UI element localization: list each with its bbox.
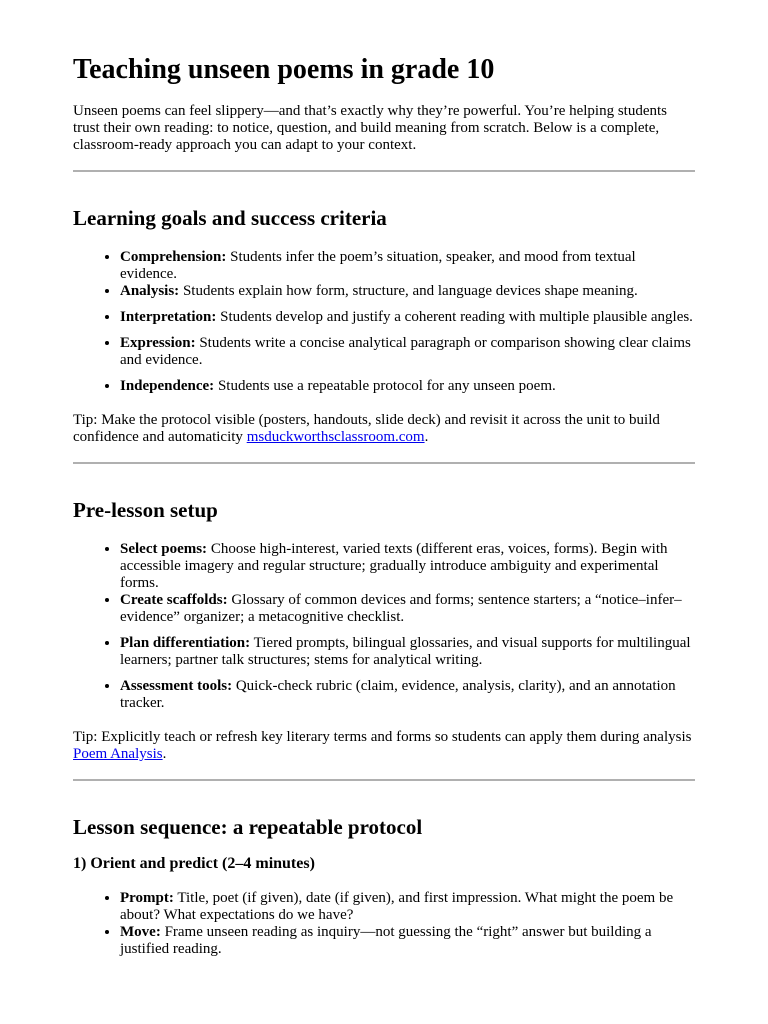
msduckworth-link[interactable]: msduckworthsclassroom.com [246,429,425,445]
tip-end: . [162,746,167,762]
item-label: Analysis: [120,283,180,299]
prelesson-list [73,541,695,712]
item-label: Select poems: [120,541,208,557]
list-item [120,924,695,958]
tip-text: Tip: Make the protocol visible (posters, handouts, slide deck) and revisit it across the unit to build confidence and automaticity [73,412,660,445]
item-label: Comprehension: [120,249,227,265]
goals-list [73,249,695,395]
item-text: Title, poet (if given), date (if given), and first impression. What might the poem be about? What expectations do we have? [120,890,674,923]
item-text: Students use a repeatable protocol for any unseen poem. [214,378,556,394]
step-heading: 1) Orient and predict (2–4 minutes) [73,855,315,872]
divider [73,462,695,464]
prelesson-tip [73,729,695,763]
item-label: Assessment tools: [120,678,233,694]
item-label: Create scaffolds: [120,592,228,608]
step1-list [73,890,695,958]
divider [73,779,695,781]
item-label: Interpretation: [120,309,217,325]
divider [73,170,695,172]
item-label: Independence: [120,378,215,394]
list-item [120,592,695,626]
item-label: Prompt: [120,890,174,906]
item-label: Expression: [120,335,196,351]
list-item [120,635,695,669]
goals-tip [73,412,695,446]
sequence-heading: Lesson sequence: a repeatable protocol [73,815,423,839]
item-text: Choose high-interest, varied texts (different eras, voices, forms). Begin with accessible imagery and regular structure; gradually introduce ambiguity and experimental forms. [120,541,668,591]
list-item [120,678,695,712]
list-item [120,283,695,300]
item-text: Students infer the poem’s situation, speaker, and mood from textual evidence. [120,249,636,282]
tip-end: . [424,429,429,445]
item-label: Plan differentiation: [120,635,251,651]
list-item [120,335,695,369]
list-item [120,309,695,326]
item-text: Students write a concise analytical paragraph or comparison showing clear claims and evidence. [120,335,691,368]
prelesson-heading: Pre-lesson setup [73,498,218,522]
item-text: Tiered prompts, bilingual glossaries, and visual supports for multilingual learners; partner talk structures; stems for analytical writing. [120,635,691,668]
item-text: Glossary of common devices and forms; sentence starters; a “notice–infer–evidence” organizer; a metacognitive checklist. [120,592,682,625]
list-item [120,378,695,395]
item-text: Quick-check rubric (claim, evidence, analysis, clarity), and an annotation tracker. [120,678,676,711]
list-item [120,249,695,283]
item-text: Students develop and justify a coherent reading with multiple plausible angles. [216,309,693,325]
list-item [120,890,695,924]
poem-analysis-link[interactable]: Poem Analysis [73,746,163,762]
goals-heading: Learning goals and success criteria [73,206,387,230]
item-label: Move: [120,924,161,940]
page-title: Teaching unseen poems in grade 10 [73,54,495,85]
list-item [120,541,695,592]
tip-text: Tip: Explicitly teach or refresh key literary terms and forms so students can apply them during analysis [73,729,692,745]
item-text: Frame unseen reading as inquiry—not guessing the “right” answer but building a justified reading. [120,924,652,957]
intro-paragraph: Unseen poems can feel slippery—and that’s exactly why they’re powerful. You’re helping students trust their own reading: to notice, question, and build meaning from scratch. Below is a complete, classroom-ready approach you can adapt to your context. [73,103,668,153]
item-text: Students explain how form, structure, and language devices shape meaning. [179,283,638,299]
